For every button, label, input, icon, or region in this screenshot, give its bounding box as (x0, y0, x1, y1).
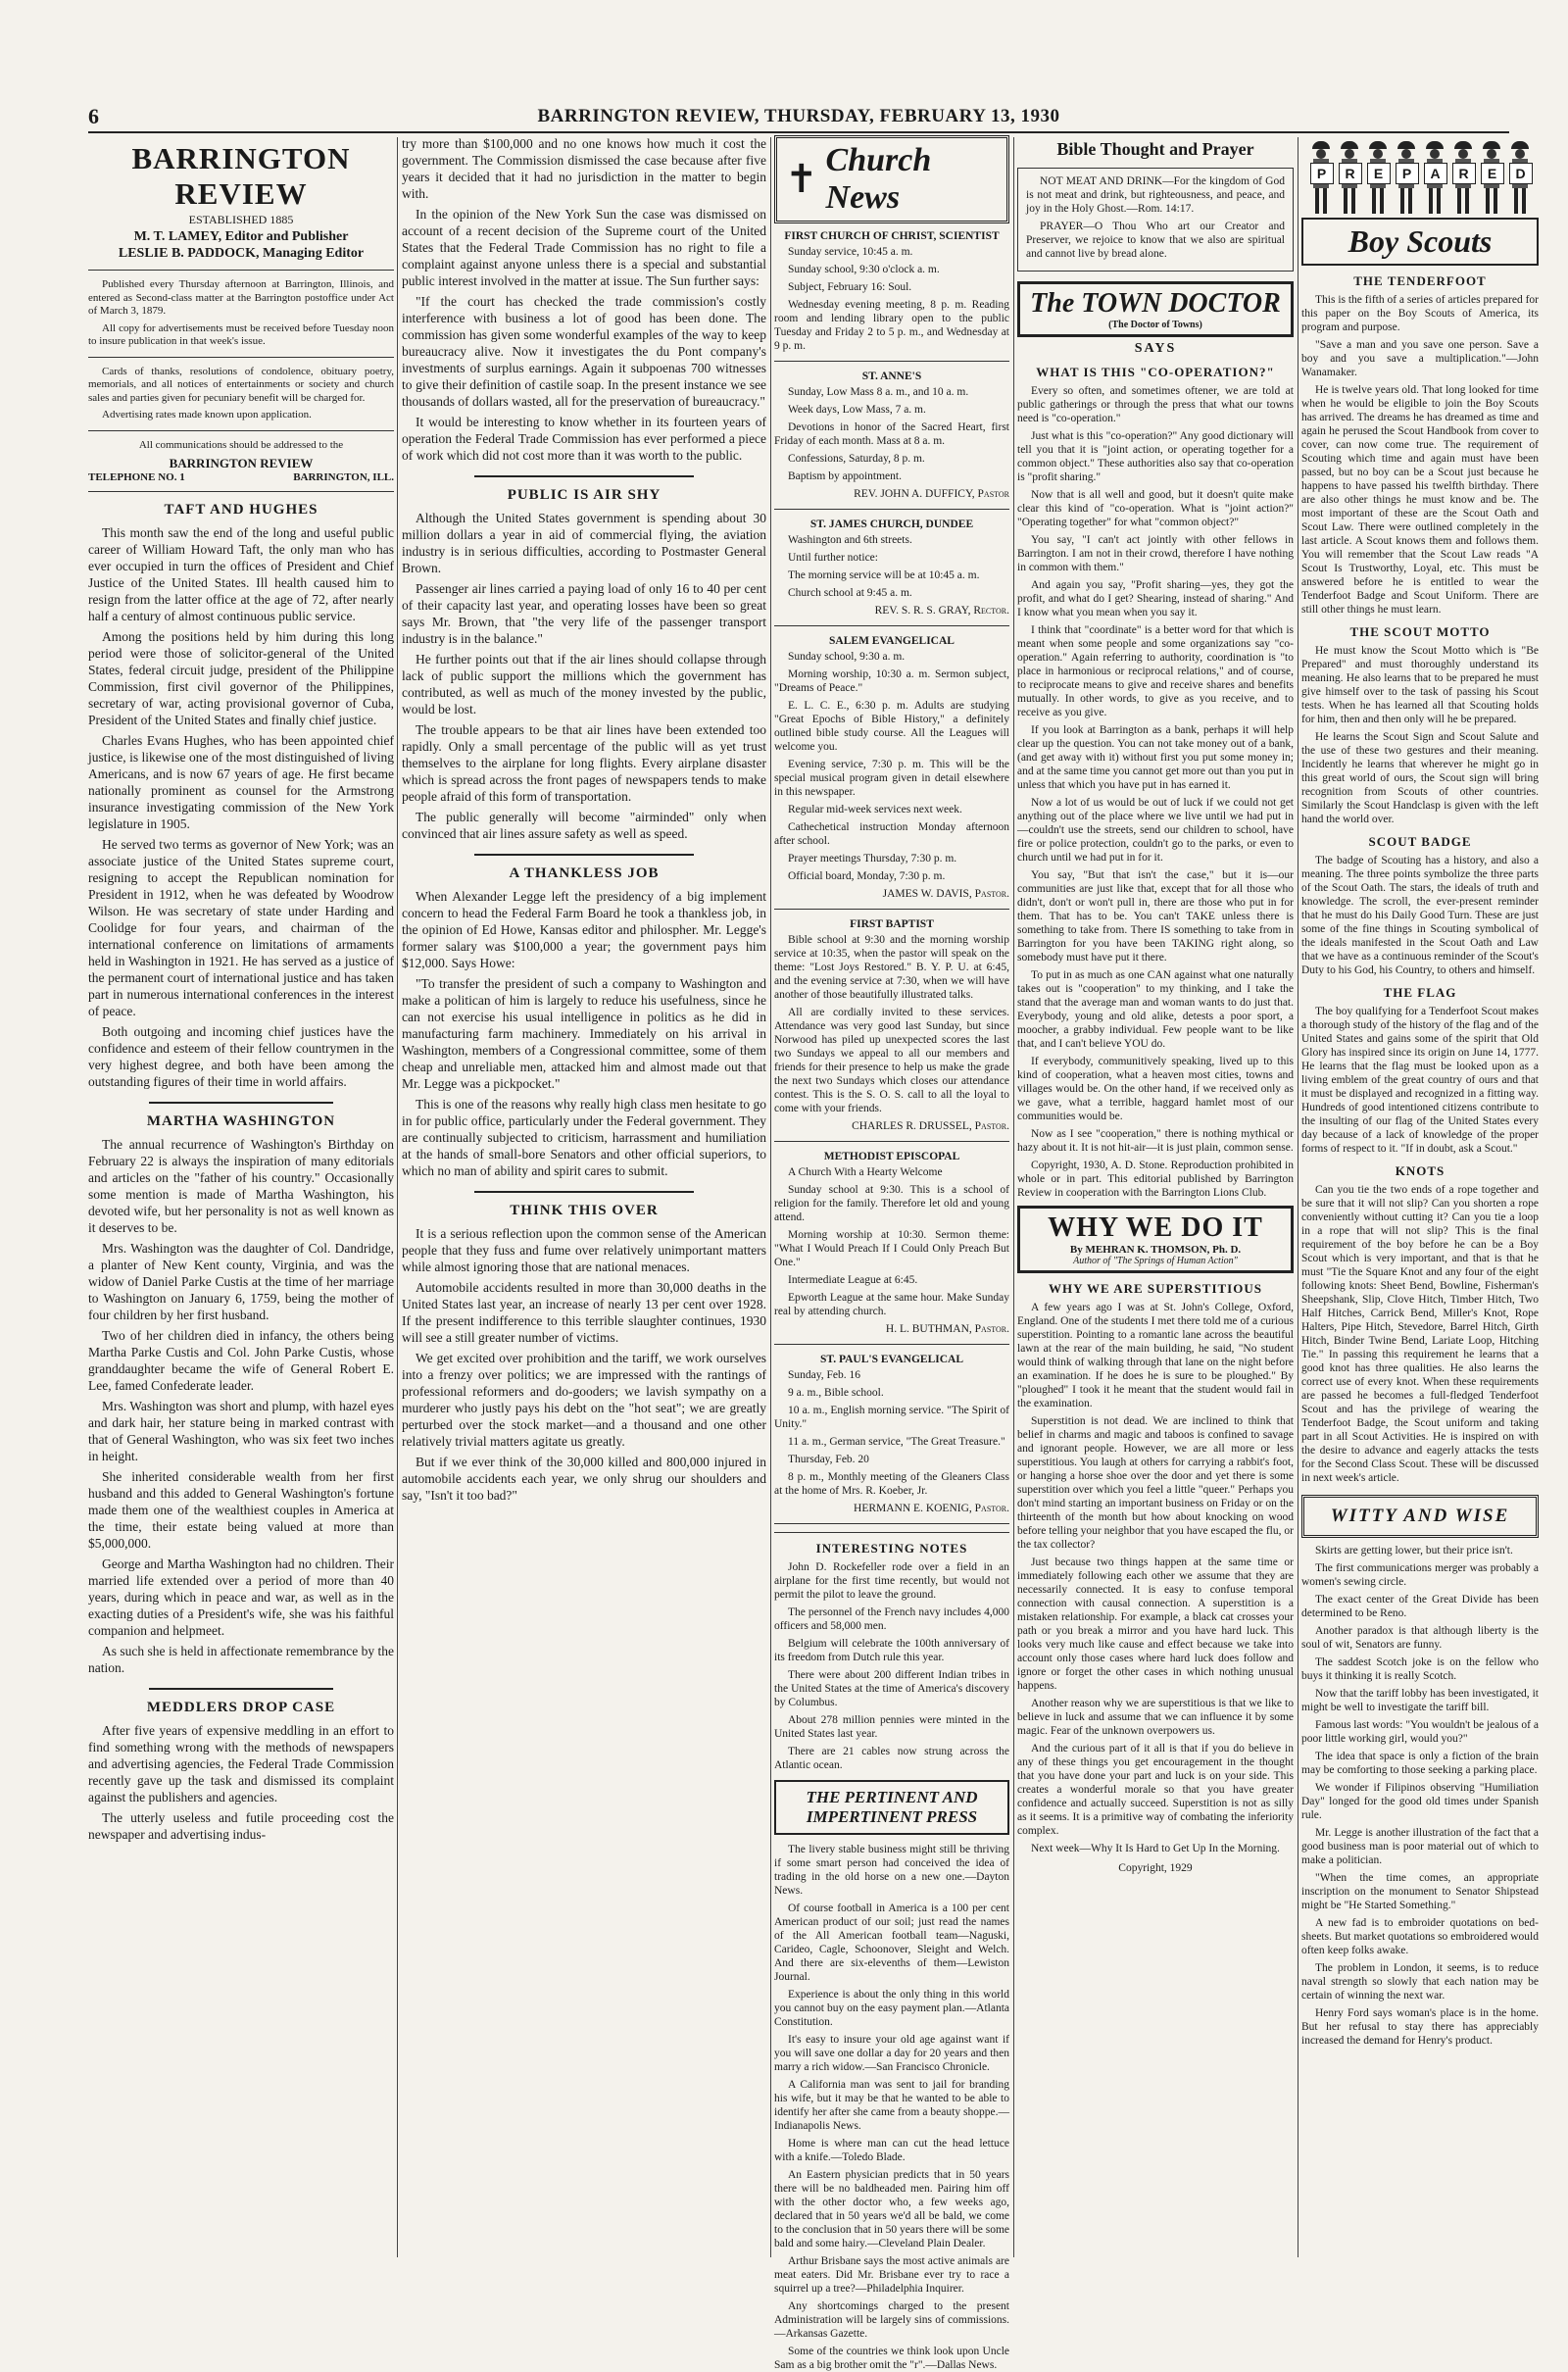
article-paragraph: It is a serious reflection upon the common sense of the American people that they fuss and fume over relatively unimportant matters while almost ignoring those that are national menaces. (402, 1226, 766, 1274)
article-paragraph: He learns the Scout Sign and Scout Salute and the use of these two gestures and their meaning. Incidently he learns that wherever he might go in this great world of ours, the Scout sign will bring recognition from Scouts of other countries. Similarly the Scout Handclasp is given with the left hand the world over. (1301, 731, 1539, 825)
column-editorial-2 (402, 135, 766, 2257)
scout-legs (1400, 188, 1412, 214)
press-quote: Any shortcomings charged to the present Administration will be largely sins of commissions.—Arkansas Gazette. (774, 2300, 1009, 2340)
witty-item: Mr. Legge is another illustration of the fact that a good business man is poor material out of which to make a politician. (1301, 1827, 1539, 1866)
why-we-do-it-banner (1017, 1206, 1294, 1273)
column-features (1017, 135, 1294, 2257)
church-service-line: Prayer meetings Thursday, 7:30 p. m. (788, 853, 957, 865)
church-name: ST. PAUL'S EVANGELICAL (819, 1354, 964, 1365)
boy-scouts-title: Boy Scouts (1348, 223, 1493, 259)
article-paragraph: He further points out that if the air lines should collapse through lack of public support the millions which the government has contributed, as well as much of the money invested by the public, would be lost. (402, 652, 766, 717)
divider (88, 357, 394, 358)
church-service-line: E. L. C. E., 6:30 p. m. Adults are studying "Great Epochs of Bible History," a definitely outlined bible study course. All the Leagues will welcome you. (774, 700, 1009, 753)
divider (774, 1532, 1009, 1533)
article-paragraph: And again you say, "Profit sharing—yes, they got the profit, and what do I get? Shearing, instead of sharing." And I know what you mean when you say it. (1017, 579, 1294, 618)
press-quote: An Eastern physician predicts that in 50 years there will be no baldheaded men. Pairing him off with the other doctor who, a few weeks ago, declared that in 50 years we'd all be bald, we come to the conclusion that in 50 years there will be some bald and some hairy.—Cleveland Plain Dealer. (774, 2169, 1009, 2249)
scout-figure (1450, 141, 1476, 214)
article-paragraph: This is the fifth of a series of articles prepared for this paper on the Boy Scouts of America, its program and purpose. (1301, 294, 1539, 333)
article-paragraph: If you look at Barrington as a bank, perhaps it will help clear up the question. You can not take money out of a bank, (and get away with it) without first you put some money in; and at the same time you cannot get more out than you put in unless that which you have put in has earned it. (1017, 724, 1294, 791)
note-item: The personnel of the French navy includes 4,000 officers and 58,000 men. (774, 1606, 1009, 1632)
headline-tenderfoot: THE TENDERFOOT (1353, 273, 1487, 288)
church-service-line: Epworth League at the same hour. Make Sunday real by attending church. (774, 1292, 1009, 1317)
article-paragraph: "If the court has checked the trade commission's costly interference with business a lot of good has been done. The commission has given some wonderful examples of the way to keep bureaucracy alive. Now it investigates the du Pont company's investments of surplus earnings. Again it subpoenas 700 witnesses to give their definition of castile soap. In the present instance we see thousands of dollars wasted, all for the preservation of bureaucracy." (402, 294, 766, 409)
church-service-line: A Church With a Hearty Welcome (788, 1166, 943, 1178)
column-church-news (774, 135, 1009, 2371)
article-paragraph: When Alexander Legge left the presidency of a big implement concern to head the Federal Farm Board he took a thankless job, in the opinion of Ed Howe, Kansas editor and philospher. Mr. Legge's former salary was $100,000 a year; the government pays him $12,000. Says Howe: (402, 889, 766, 970)
church-service-line: Thursday, Feb. 20 (788, 1454, 869, 1465)
article-paragraph: Two of her children died in infancy, the others being Martha Parke Custis and Col. John Parke Custis, whose granddaughter became the wife of General Robert E. Lee, famed Confederate leader. (88, 1328, 394, 1393)
article-paragraph: If everybody, communitively speaking, lived up to this kind of cooperation, what a heaven most cities, towns and villages would be. On the other hand, if we received only as we gave, what a terrible, haggard hamlet most of our communities would be. (1017, 1056, 1294, 1122)
article-paragraph: "To transfer the president of such a company to Washington and make a politican of him is largely to reduce his usefulness, since he can not exercise his usual intelligence in politics as he did in manufacturing farm machinery. Immediately on his arrival in Washington, members of a Congressional committee, some of them cheap and unreliable men, attacked him and almost made out that Mr. Legge was a pickpocket." (402, 976, 766, 1091)
article-paragraph: It would be interesting to know whether in its fourteen years of operation the Federal Trade Commission has ever performed a piece of work which did not cost more than it was worth to the public. (402, 415, 766, 463)
church-service-line: Morning worship, 10:30 a. m. Sermon subject, "Dreams of Peace." (774, 668, 1009, 694)
scout-legs (1514, 188, 1526, 214)
witty-item: We wonder if Filipinos observing "Humiliation Day" longed for the good old times under Spanish rule. (1301, 1782, 1539, 1821)
article-paragraph: We get excited over prohibition and the tariff, we work ourselves into a frenzy over politics; we are impressed with the rantings of professional reformers and do-gooders; we lavish sympathy on a murderer who justly pays his debt on the "hot seat"; we are greatly perturbed over the stock market—and a thousand and one other relatively trivial matters agitate us greatly. (402, 1351, 766, 1449)
scout-hat-icon (1483, 141, 1500, 149)
church-service-line: Washington and 6th streets. (788, 534, 912, 546)
prepared-letter: P (1396, 163, 1419, 184)
note-item: About 278 million pennies were minted in the United States last year. (774, 1714, 1009, 1740)
witty-wise-banner (1301, 1495, 1539, 1538)
scout-legs (1429, 188, 1441, 214)
town-doctor-subtitle: (The Doctor of Towns) (1108, 320, 1202, 330)
divider (149, 1688, 332, 1690)
article-paragraph: Automobile accidents resulted in more than 30,000 deaths in the United States last year, an increase of nearly 13 per cent over 1928. If the present indifference to this terrible slaughter continues, 1930 will see a still greater number of victims. (402, 1280, 766, 1345)
church-name: FIRST CHURCH OF CHRIST, SCIENTIST (784, 230, 1000, 242)
divider (774, 1344, 1009, 1345)
church-service-line: Devotions in honor of the Sacred Heart, first Friday of each month. Mass at 8 a. m. (774, 421, 1009, 447)
church-service-line: All are cordially invited to these services. Attendance was very good last Sunday, but since Norwood has piled up unexpected scores the last two Sundays we appeal to all our members and friends for their presence to help us make the grade the next two Sundays which closes our attendance contest. This is the S. O. S. call to all the loyal to come with your friends. (774, 1007, 1009, 1114)
church-service-line: Sunday, Low Mass 8 a. m., and 10 a. m. (788, 386, 969, 398)
press-quote: Some of the countries we think look upon Uncle Sam as a big brother omit the "r".—Dallas News. (774, 2346, 1009, 2371)
scout-figure (1394, 141, 1419, 214)
scout-legs (1315, 188, 1327, 214)
copyright-line: Copyright, 1929 (1118, 1862, 1193, 1874)
article-paragraph: She inherited considerable wealth from her first husband and this added to General Washington's fortune made them one of the wealthiest couples in America at the time, their estate being valued at more than $5,000,000. (88, 1469, 394, 1551)
prepared-letter: E (1481, 163, 1504, 184)
article-paragraph: Can you tie the two ends of a rope together and be sure that it will not slip? Can you shorten a rope conveniently without cutting it? Can you tie a loop in a rope that will not slip? This is the final requirement of the boy before he can be a Boy Scout which is very important, and that is that he must "Tie the Square Knot and any four of the eight following knots: Sheet Bend, Bowline, Fisherman's Sheepshank, Slip, Clove Hitch, Timber Hitch, Two Half Hitches, Carrick Bend, Miller's Knot, Rope Halters, Pipe Hitch, Stevedore, Barrel Hitch, Girth Hitch, Binder Twine Bend, Lariate Loop, Hitching Tie." In passing this requirement he learns that a good knot has three qualities. He also learns the correct use of every knot. When these requirements are passed he becomes a full-fledged Tenderfoot Scout and has the privilege of wearing the Tenderfoot Badge, the Scout uniform and taking part in all Scout Activities. He is inspired on with the desire to advance and eagerly attacks the tests for the Second Class Scout. These will be discussed in next week's article. (1301, 1184, 1539, 1484)
column-boy-scouts (1301, 135, 1539, 2257)
divider (88, 430, 394, 431)
telephone: TELEPHONE NO. 1 (88, 471, 185, 483)
church-service-line: Intermediate League at 6:45. (788, 1274, 918, 1286)
prepared-letter: E (1367, 163, 1391, 184)
article-paragraph: Both outgoing and incoming chief justices have the confidence and esteem of their fellow countrymen in the very highest degree, and both have been among the outstanding figures of their time in world affairs. (88, 1024, 394, 1089)
article-paragraph: George and Martha Washington had no children. Their married life extended over a period of more than 40 years, during which in peace and war, as well as in the exacting duties of a President's wife, she was his faithful companion and helpmeet. (88, 1557, 394, 1638)
witty-item: Skirts are getting lower, but their price isn't. (1315, 1545, 1513, 1557)
article-paragraph: Mrs. Washington was the daughter of Col. Dandridge, a planter of New Kent county, Virginia, and was the widow of Daniel Parke Custis at the time of her marriage to Washington on January 6, 1759, being the mother of four children by her first husband. (88, 1241, 394, 1322)
article-paragraph: "Save a man and you save one person. Save a boy and you save a multiplication."—John Wanamaker. (1301, 339, 1539, 378)
town-doctor-banner (1017, 281, 1294, 337)
press-quote: Arthur Brisbane says the most active animals are meat eaters. Did Mr. Brisbane ever try to race a squirrel up a tree?—Philadelphia Inquirer. (774, 2255, 1009, 2295)
address-name: BARRINGTON REVIEW (169, 456, 314, 470)
headline-taft-hughes: TAFT AND HUGHES (164, 502, 318, 518)
article-paragraph: Now that is all well and good, but it doesn't quite make clear this kind of "co-operation. What is "joint action?" "Operating together" for what "common object?" (1017, 489, 1294, 528)
article-paragraph: Charles Evans Hughes, who has been appointed chief justice, is likewise one of the most distinguished of living Americans, and is now 67 years of age. He first became nationally prominent as counsel for the Armstrong insurance investigating commission of the New York legislature in 1905. (88, 733, 394, 831)
scout-head (1316, 149, 1326, 159)
prepared-letter: D (1509, 163, 1533, 184)
article-paragraph: Next week—Why It Is Hard to Get Up In the Morning. (1031, 1843, 1280, 1854)
church-service-line: Regular mid-week services next week. (788, 804, 962, 815)
divider (149, 1102, 332, 1104)
church-service-line: Cathechetical instruction Monday afternoon after school. (774, 821, 1009, 847)
running-head: BARRINGTON REVIEW, THURSDAY, FEBRUARY 13, 1930 (537, 106, 1060, 126)
divider (774, 361, 1009, 362)
note-item: There were about 200 different Indian tribes in the United States at the time of America's discovery by Columbus. (774, 1669, 1009, 1708)
scout-head (1487, 149, 1496, 159)
column-rule (1013, 137, 1014, 2257)
headline-scout-badge: SCOUT BADGE (1368, 834, 1472, 849)
headline-meddlers: MEDDLERS DROP CASE (146, 1700, 336, 1715)
witty-item: "When the time comes, an appropriate inscription on the monument to Senator Shipstead might be "He Started Something." (1301, 1872, 1539, 1911)
rates-note: Advertising rates made known upon application. (102, 409, 312, 420)
cooperation-article (1017, 384, 1294, 1200)
scout-legs (1344, 188, 1355, 214)
church-service-line: Bible school at 9:30 and the morning worship service at 10:35, when the pastor will speak on the theme: "Lost Joys Restored." B. Y. P. U. at 6:45, and the evening service at 7:30, when we will have another of those beautifully illustrated talks. (774, 934, 1009, 1001)
article-paragraph: I think that "coordinate" is a better word for that which is meant when some people and some organizations say "co-operation." Again referring to authority, coordination is "to place in harmonious or reciprocal relations," and of course, to reciprocate means to give and receive shares and benefits mutually. In other words, to give as you receive, and to receive as you give. (1017, 624, 1294, 718)
scout-legs (1372, 188, 1384, 214)
church-service-line: Baptism by appointment. (788, 470, 902, 482)
town-doctor-title: The TOWN DOCTOR (1030, 288, 1281, 319)
church-name: ST. ANNE'S (861, 371, 922, 382)
press-quote: A California man was sent to jail for branding his wife, but it may be that he wanted to be able to identify her after she came from a beauty shoppe.—Indianapolis News. (774, 2079, 1009, 2132)
why-we-do-it-author-note: Author of "The Springs of Human Action" (1073, 1256, 1238, 1266)
press-quote: Of course football in America is a 100 per cent American product of our soil; just read the names of the All American football team—Naguski, Carideo, Cagle, Schoonover, Sleight and Welch. And there are six-elevenths of them—Lewiston Journal. (774, 1903, 1009, 1983)
church-service-line: Sunday school at 9:30. This is a school of religion for the family. Therefore let old and young attend. (774, 1184, 1009, 1223)
managing-editor-line: LESLIE B. PADDOCK, Managing Editor (118, 246, 365, 261)
article-paragraph: Passenger air lines carried a paying load of only 16 to 40 per cent of their capacity last year, and operating losses have been so great says Mr. Brown, that "the very life of the passenger transport industry is in the balance." (402, 581, 766, 646)
cross-icon: ✝ (785, 157, 818, 202)
article-paragraph: Just because two things happen at the same time or immediately following each other we assume that they are necessarily connected. It is easy to confuse temporal connection with causal connection. A superstition is a mistaken relationship. For example, a black cat crosses your path or you break a mirror and you have hard luck. This looks very much like cause and effect because we take into account only those cases where hard luck does follow and ignore or forget the other cases in which nothing unusual happens. (1017, 1557, 1294, 1692)
witty-item: The saddest Scotch joke is on the fellow who buys it thinking it is really Scotch. (1301, 1656, 1539, 1682)
headline-interesting-notes: INTERESTING NOTES (815, 1541, 968, 1556)
witty-wise-title: WITTY AND WISE (1330, 1506, 1510, 1526)
headline-scout-motto: THE SCOUT MOTTO (1349, 624, 1491, 639)
headline-the-flag: THE FLAG (1383, 985, 1457, 1000)
column-editorial (88, 135, 394, 2257)
article-paragraph: You say, "I can't act jointly with other fellows in Barrington. I am not in their crowd, therefore I have nothing in common with them." (1017, 534, 1294, 573)
note-item: John D. Rockefeller rode over a field in an airplane for the first time recently, but would not permit the pilot to leave the ground. (774, 1561, 1009, 1601)
press-quote: Home is where man can cut the head lettuce with a knife.—Toledo Blade. (774, 2138, 1009, 2163)
scout-hat-icon (1454, 141, 1472, 149)
interesting-notes (774, 1560, 1009, 1772)
church-service-line: 11 a. m., German service, "The Great Treasure." (788, 1436, 1005, 1448)
church-pastor: REV. JOHN A. DUFFICY, Pastor (854, 488, 1009, 500)
address-note: All communications should be addressed to the (138, 438, 344, 451)
scout-head (1401, 149, 1411, 159)
article-paragraph: He served two terms as governor of New York; was an associate justice of the United States supreme court, resigning to accept the Republican nomination for President in 1912, when he was defeated by Woodrow Wilson. He was secretary of state under Harding and Coolidge for four years, and chairman of the international conference on limitations of armaments held in Washington in 1921. He has served as a justice of the permanent court of international justice and has taken part in numerous international conferences in the interest of peace. (88, 837, 394, 1018)
prepared-letter: R (1452, 163, 1476, 184)
article-paragraph: But if we ever think of the 30,000 killed and 800,000 injured in automobile accidents each year, we only shrug our shoulders and say, "Isn't it too bad?" (402, 1455, 766, 1503)
witty-wise-items (1301, 1544, 1539, 2048)
scout-head (1345, 149, 1354, 159)
scout-figure (1337, 141, 1362, 214)
article-paragraph: The public generally will become "airminded" only when convinced that air lines assure safety as well as speed. (402, 810, 766, 841)
divider (88, 491, 394, 492)
church-service-line: Sunday, Feb. 16 (788, 1369, 861, 1381)
church-service-line: Until further notice: (788, 552, 878, 564)
cards-note: Cards of thanks, resolutions of condolence, obituary poetry, memorials, and all notices of entertainments or society and church sales and parties given for pecuniary benefit will be charged for. (88, 365, 394, 404)
article-paragraph: After five years of expensive meddling in an effort to find something wrong with the methods of newspapers and advertising agencies, the Federal Trade Commission recently gave up the task and dismissed its complaint against the publishers and agencies. (88, 1723, 394, 1804)
page-number: 6 (88, 104, 99, 128)
scout-hat-icon (1511, 141, 1529, 149)
church-service-line: Wednesday evening meeting, 8 p. m. Reading room and lending library open to the public Tuesday and Friday 2 to 5 p. m., and Wednesday at 9 p. m. (774, 299, 1009, 352)
church-service-line: Sunday service, 10:45 a. m. (788, 246, 913, 258)
paper-nameplate: BARRINGTON REVIEW (131, 141, 351, 211)
article-paragraph: Copyright, 1930, A. D. Stone. Reproduction prohibited in whole or in part. This editorial published by Barrington Review in cooperation with the Barrington Lions Club. (1017, 1160, 1294, 1199)
article-paragraph: Every so often, and sometimes oftener, we are told at public gatherings or through the press that what our towns need is "co-operation." (1017, 385, 1294, 424)
article-paragraph: Although the United States government is spending about 30 million dollars a year in aid of commercial flying, the aviation industry is in serious difficulties, according to Postmaster General Brown. (402, 511, 766, 575)
divider (774, 509, 1009, 510)
article-paragraph: You say, "But that isn't the case," but it is—our communities are just like that, except that for all those who didn't, don't or won't pull in, there are those who put in for them. That has to be. You can't TAKE unless there is something to take from. There IS something to take from in Barrington for you have been TAKING right along, so somebody must have put it there. (1017, 869, 1294, 964)
church-service-line: Week days, Low Mass, 7 a. m. (788, 404, 926, 416)
address-row (88, 471, 394, 483)
church-name: SALEM EVANGELICAL (829, 635, 955, 647)
scout-hat-icon (1369, 141, 1387, 149)
article-paragraph: This month saw the end of the long and useful public career of William Howard Taft, the only man who has ever occupied in turn the offices of President and Chief Justice of the United States. Ill health caused him to resign from the latter office at the age of 72, after nearly half a century of almost continuous public service. (88, 525, 394, 623)
witty-item: A new fad is to embroider quotations on bed-sheets. But market quotations so embroidered would often keep folks awake. (1301, 1917, 1539, 1956)
witty-item: Famous last words: "You wouldn't be jealous of a poor little working girl, would you?" (1301, 1719, 1539, 1745)
church-service-line: Church school at 9:45 a. m. (788, 587, 912, 599)
article-paragraph: The boy qualifying for a Tenderfoot Scout makes a thorough study of the history of the flag and of the United States and gains some of the spirit that Old Glory has inspired since its origin on June 14, 1777. He learns that the flag must be looked upon as a living emblem of the great country of ours and that it must be displayed and recognized in a fitting way. Hundreds of good intentioned citizens contribute to the insulting of our flag of the United States every day because of a lack of knowledge of the proper forms of respect to it. "If in doubt, ask a Scout." (1301, 1006, 1539, 1155)
scout-figure (1308, 141, 1334, 214)
divider (774, 1141, 1009, 1142)
scout-head (1515, 149, 1525, 159)
witty-item: The exact center of the Great Divide has been determined to be Reno. (1301, 1594, 1539, 1619)
article-paragraph: As such she is held in affectionate remembrance by the nation. (88, 1644, 394, 1675)
article-paragraph: The badge of Scouting has a history, and also a meaning. The three points symbolize the three parts of the Scout Oath. The stars, the ideals of truth and knowledge. The scroll, the ever-present reminder that he must do his Daily Good Turn. These are just some of the fine things in Scouting symbolical of the ideals manifested in the Scout Oath and Law that we have as a continuous reminder of the Scout's Duty to his God, his Country, to others and himself. (1301, 855, 1539, 976)
page-header (88, 98, 1509, 133)
bible-thought-box (1017, 168, 1294, 272)
article-paragraph: To put in as much as one CAN against what one naturally takes out is "cooperation" to my thinking, and I take the stand that the average man and woman wants to do just that. Everybody, young and old alike, detests a poor sport, a moocher, a grabby individual. Few people want to be like that, and I can't believe YOU do. (1017, 969, 1294, 1050)
witty-item: The problem in London, it seems, is to reduce naval strength so slowly that each nation may be certain of winning the next war. (1301, 1962, 1539, 2001)
headline-cooperation: WHAT IS THIS "CO-OPERATION?" (1036, 365, 1275, 379)
scout-figure (1479, 141, 1504, 214)
boy-scouts-banner (1301, 218, 1539, 266)
column-rule (397, 137, 398, 2257)
scout-hat-icon (1426, 141, 1444, 149)
copy-deadline-note: All copy for advertisements must be received before Tuesday noon to insure publication in that week's issue. (88, 321, 394, 347)
press-banner (774, 1780, 1009, 1835)
bible-prayer: PRAYER—O Thou Who art our Creator and Preserver, we rejoice to know that we also are spiritual and cannot live by bread alone. (1026, 221, 1285, 260)
divider (774, 625, 1009, 626)
article-paragraph: The trouble appears to be that air lines have been extended too rapidly. Only a small percentage of the public will as yet trust themselves to the airplane for long flights. Every airplane disaster which is spread across the front pages of newspapers tends to make people afraid of this form of transportation. (402, 722, 766, 804)
publication-note: Published every Thursday afternoon at Barrington, Illinois, and entered as Second-class matter at the Barrington postoffice under Act of March 3, 1879. (88, 278, 394, 317)
church-service-line: Morning worship at 10:30. Sermon theme: "What I Would Preach If I Could Only Preach But One." (774, 1229, 1009, 1268)
article-paragraph: Now as I see "cooperation," there is nothing mythical or hazy about it. It is not hit-air—it is just plain, common sense. (1017, 1128, 1294, 1154)
headline-air-shy: PUBLIC IS AIR SHY (507, 487, 662, 503)
article-paragraph: The utterly useless and futile proceeding cost the newspaper and advertising indus- (88, 1810, 394, 1842)
church-service-line: Confessions, Saturday, 8 p. m. (788, 453, 925, 465)
town-doctor-says: SAYS (1134, 341, 1177, 356)
church-pastor: CHARLES R. DRUSSEL, Pastor. (852, 1120, 1009, 1132)
church-name: FIRST BAPTIST (850, 918, 934, 930)
church-service-line: 9 a. m., Bible school. (788, 1387, 884, 1399)
scout-hat-icon (1341, 141, 1358, 149)
headline-knots: KNOTS (1395, 1163, 1446, 1178)
prepared-letter: R (1339, 163, 1362, 184)
headline-superstitious: WHY WE ARE SUPERSTITIOUS (1049, 1281, 1262, 1296)
prepared-letter: P (1310, 163, 1334, 184)
headline-think-this-over: THINK THIS OVER (510, 1203, 659, 1218)
church-service-line: Evening service, 7:30 p. m. This will be the special musical program given in detail elsewhere in this newspaper. (774, 759, 1009, 798)
article-paragraph: A few years ago I was at St. John's College, Oxford, England. One of the students I met there told me of a curious superstition. Pointing to a romantic lane across the beautiful lawn at the rear of the main building, he said, "No student would think of walking through that lane on the night before an examination. If he does he is sure to be ploughed." By "ploughed" I took it he meant that the student would fail in the examination. (1017, 1302, 1294, 1409)
church-news-title: Church News (825, 142, 932, 216)
scout-hat-icon (1397, 141, 1415, 149)
article-paragraph: Now a lot of us would be out of luck if we could not get anything out of the place where we live until we had put in—couldn't use the streets, send our children to school, have fire or police protection, couldn't go to the parks, or even to church until we had put in for it. (1017, 797, 1294, 864)
article-paragraph: Among the positions held by him during this long period were those of solicitor-general of the United States, federal circuit judge, president of the Philippine Commission, first civil governor of the Philippines, secretary of war, acting provisional governor of Cuba, President of the United States and finally chief justice. (88, 629, 394, 727)
church-listings (774, 229, 1009, 1524)
church-service-line: Sunday school, 9:30 a. m. (788, 651, 906, 663)
established-line: ESTABLISHED 1885 (188, 213, 294, 226)
press-title: THE PERTINENT AND IMPERTINENT PRESS (806, 1788, 978, 1826)
church-name: METHODIST EPISCOPAL (823, 1151, 960, 1162)
press-quote: Experience is about the only thing in this world you cannot buy on the easy payment plan.—Atlanta Constitution. (774, 1989, 1009, 2028)
church-news-banner (774, 135, 1009, 223)
witty-item: The idea that space is only a fiction of the brain may be comforting to those seeking a parking place. (1301, 1751, 1539, 1776)
scout-figure (1507, 141, 1533, 214)
church-pastor: REV. S. R. S. GRAY, Rector. (874, 605, 1009, 617)
note-item: Belgium will celebrate the 100th anniversary of its freedom from Dutch rule this year. (774, 1638, 1009, 1663)
scout-hat-icon (1312, 141, 1330, 149)
church-service-line: 10 a. m., English morning service. "The Spirit of Unity." (774, 1405, 1009, 1430)
witty-item: Henry Ford says woman's place is in the home. But her refusal to stay there has appreciably increased the demand for Henry's product. (1301, 2007, 1539, 2047)
church-service-line: Subject, February 16: Soul. (788, 281, 912, 293)
witty-item: Now that the tariff lobby has been investigated, it might be well to investigate the tariff bill. (1301, 1688, 1539, 1713)
press-quote: It's easy to insure your old age against want if you will save one dollar a day for 20 years and then marry a rich widow.—San Francisco Chronicle. (774, 2034, 1009, 2073)
note-item: There are 21 cables now strung across the Atlantic ocean. (774, 1746, 1009, 1771)
witty-item: The first communications merger was probably a women's sewing circle. (1301, 1562, 1539, 1588)
column-rule (770, 137, 771, 2257)
article-paragraph: He must know the Scout Motto which is "Be Prepared" and must thoroughly understand its meaning. He also learns that to be prepared he must give himself over to the task of passing his Scout tests. When he has learned all that Scouting holds for him, then and then only will he be prepared. (1301, 645, 1539, 725)
article-paragraph: Just what is this "co-operation?" Any good dictionary will tell you that it is "joint action, or operating together for a common object." These authorities also say that co-operation is "profit sharing." (1017, 430, 1294, 483)
church-pastor: JAMES W. DAVIS, Pastor. (882, 888, 1009, 900)
divider (474, 1191, 693, 1193)
scout-head (1430, 149, 1440, 159)
divider (88, 270, 394, 271)
article-paragraph: This is one of the reasons why really high class men hesitate to go in for public office, particularly under the Federal government. They are continually subjected to criticism, harrassment and humiliation at the hands of small-bore Senators and other official superiors, to which no man of ability and spirit cares to submit. (402, 1097, 766, 1178)
why-we-do-it-title: WHY WE DO IT (1048, 1212, 1263, 1243)
church-service-line: The morning service will be at 10:45 a. m. (788, 569, 980, 581)
article-paragraph: And the curious part of it all is that if you do believe in any of these things you get encouragement in the thought that you have done your part and luck is on your side. This creates a wonderful morale so that you have greater confidence and actually succeed. Superstition is not as silly as it seems. It is a primitive way of combating the inferiority complex. (1017, 1743, 1294, 1837)
church-service-line: 8 p. m., Monthly meeting of the Gleaners Class at the home of Mrs. R. Koeber, Jr. (774, 1471, 1009, 1497)
scout-legs (1486, 188, 1497, 214)
article-paragraph: In the opinion of the New York Sun the case was dismissed on account of a recent decision of the Supreme court of the United States that the Federal Trade Commission has no right to file a complaint against anyone unless there is a special and substantial public interest involved in the matter at issue. The Sun further says: (402, 207, 766, 288)
article-paragraph: The annual recurrence of Washington's Birthday on February 22 is always the inspiration of many editorials and articles on the "father of his country." Occasionally some mention is made of Martha Washington, his devoted wife, but her personality is not as well known as it deserves to be. (88, 1137, 394, 1235)
scout-head (1458, 149, 1468, 159)
prepared-letter: A (1424, 163, 1447, 184)
divider (474, 475, 693, 477)
town: BARRINGTON, ILL. (293, 471, 394, 483)
article-paragraph: try more than $100,000 and no one knows how much it cost the government. The Commission dismissed the case because after five years it decided that it had no jurisdiction in the matter to begin with. (402, 136, 766, 201)
church-pastor: H. L. BUTHMAN, Pastor. (885, 1323, 1009, 1335)
why-we-do-it-byline: By MEHRAN K. THOMSON, Ph. D. (1069, 1244, 1242, 1256)
divider (774, 1523, 1009, 1524)
editor-line: M. T. LAMEY, Editor and Publisher (133, 229, 349, 244)
witty-item: Another paradox is that although liberty is the soul of wit, Senators are funny. (1301, 1625, 1539, 1651)
press-quote: The livery stable business might still be thriving if some smart person had conceived the idea of trading in the old horse on a new one.—Dayton News. (774, 1844, 1009, 1897)
bible-thought: NOT MEAT AND DRINK—For the kingdom of God is not meat and drink, but righteousness, and peace, and joy in the Holy Ghost.—Rom. 14:17. (1026, 175, 1285, 215)
church-pastor: HERMANN E. KOENIG, Pastor. (854, 1503, 1009, 1514)
church-service-line: Official board, Monday, 7:30 p. m. (788, 870, 946, 882)
headline-martha-washington: MARTHA WASHINGTON (146, 1113, 336, 1129)
scout-legs (1457, 188, 1469, 214)
scouts-prepared-illustration (1301, 141, 1539, 214)
church-name: ST. JAMES CHURCH, DUNDEE (809, 519, 974, 530)
article-paragraph: Mrs. Washington was short and plump, with hazel eyes and dark hair, her stature being in marked contrast with that of General Washington, who was six feet two inches in height. (88, 1399, 394, 1463)
article-paragraph: Another reason why we are superstitious is that we like to believe in luck and assume that we can influence it by some magic. Fear of the unknown overpowers us. (1017, 1698, 1294, 1737)
bible-thought-title: Bible Thought and Prayer (1056, 139, 1254, 159)
divider (474, 854, 693, 856)
scout-head (1373, 149, 1383, 159)
article-paragraph: Superstition is not dead. We are inclined to think that belief in charms and magic and taboos is confined to savage and ignorant people. However, we are all more or less superstitious. You laugh at others for carrying a rabbit's foot, or hanging a horse shoe over the door and yet there is some superstition over which you feel a little "queer." Perhaps you don't mind starting an important business on Friday or on the thirteenth of the month but how about knocking on wood before telling your neighbor that you have escaped the flu, or the tax collector? (1017, 1415, 1294, 1551)
scout-figure (1365, 141, 1391, 214)
scout-figure (1422, 141, 1447, 214)
article-paragraph: He is twelve years old. That long looked for time when he would be eligible to join the Boy Scouts has arrived. The dreams he has dreamed as time and again he perused the Scout Handbook from cover to cover, can now come true. The requirement of Scouting which time and again must have been passed, but no boy can be a Scout just because he happens to have passed his twelfth birthday. There are also other things he must know and be. The most important of these are the Scout Oath and Scout Law. There were outlined completely in the last article. A Scout knows them and follows them. You will remember that the Scout Law reads "A Scout Is Trustworthy, Loyal, etc. This must be answered before he is entitled to wear the Tenderfoot Badge and Scout Uniform. There are still other things he must learn. (1301, 384, 1539, 616)
church-service-line: Sunday school, 9:30 o'clock a. m. (788, 264, 940, 275)
press-quotes (774, 1843, 1009, 2372)
superstitious-article (1017, 1301, 1294, 1855)
headline-thankless-job: A THANKLESS JOB (509, 865, 660, 881)
divider (774, 909, 1009, 910)
